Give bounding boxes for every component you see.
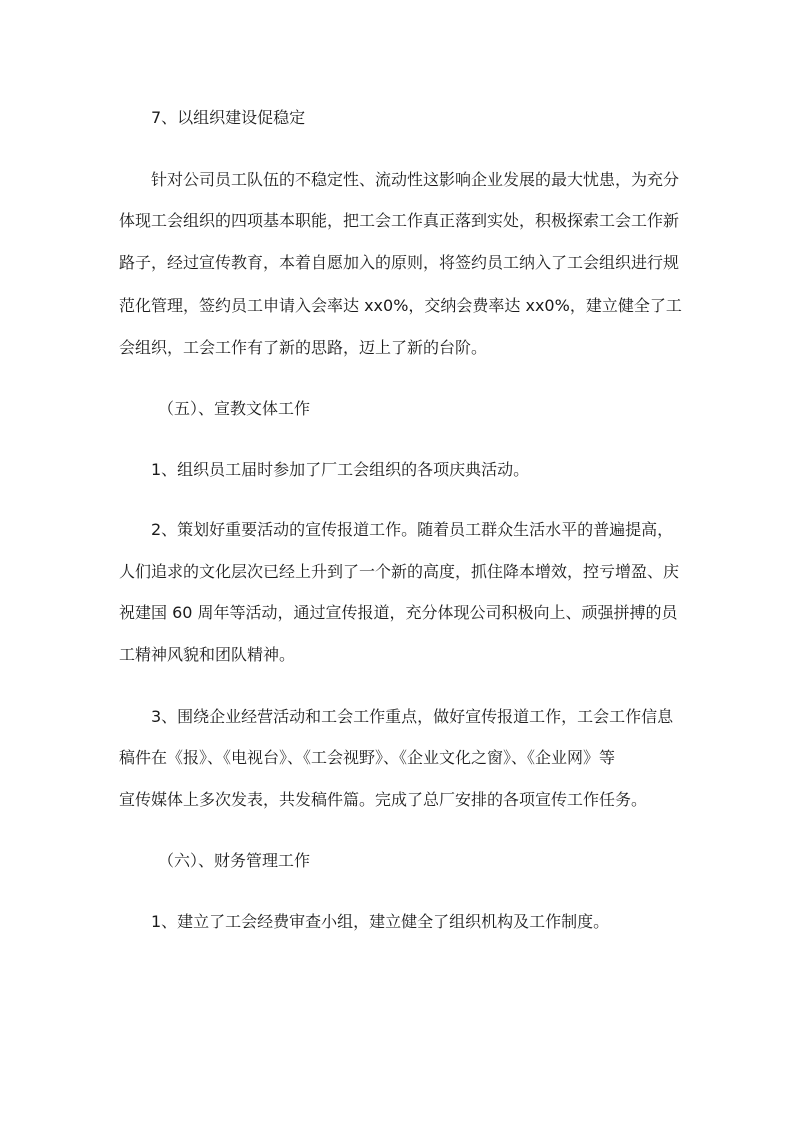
item-5-2-line-3: 祝建国 60 周年等活动，通过宣传报道，充分体现公司积极向上、顽强拼搏的员 bbox=[119, 603, 678, 622]
section-6-heading: （六）、财务管理工作 bbox=[158, 851, 311, 870]
section-5-heading: （五）、宣教文体工作 bbox=[158, 399, 311, 418]
item-5-3-line-2: 稿件在《报》、《电视台》、《工会视野》、《企业文化之窗》、《企业网》等 bbox=[119, 748, 616, 767]
para-7-line-5: 会组织，工会工作有了新的思路，迈上了新的台阶。 bbox=[119, 338, 488, 357]
item-5-3-line-1: 3、围绕企业经营活动和工会工作重点，做好宣传报道工作，工会工作信息 bbox=[151, 707, 674, 726]
para-7-line-4: 范化管理，签约员工申请入会率达 xx0%，交纳会费率达 xx0%，建立健全了工 bbox=[119, 296, 682, 315]
item-5-3-line-3: 宣传媒体上多次发表，共发稿件篇。完成了总厂安排的各项宣传工作任务。 bbox=[119, 790, 648, 809]
item-5-2-line-2: 人们追求的文化层次已经上升到了一个新的高度，抓住降本增效，控亏增盈、庆 bbox=[119, 562, 680, 581]
heading-7: 7、以组织建设促稳定 bbox=[151, 108, 306, 127]
para-7-line-2: 体现工会组织的四项基本职能，把工会工作真正落到实处，积极探索工会工作新 bbox=[119, 211, 680, 230]
item-6-1: 1、建立了工会经费审查小组，建立健全了组织机构及工作制度。 bbox=[151, 912, 610, 931]
para-7-line-1: 针对公司员工队伍的不稳定性、流动性这影响企业发展的最大忧患，为充分 bbox=[151, 170, 680, 189]
para-7-line-3: 路子，经过宣传教育，本着自愿加入的原则，将签约员工纳入了工会组织进行规 bbox=[119, 253, 680, 272]
item-5-2-line-4: 工精神风貌和团队精神。 bbox=[119, 645, 296, 664]
item-5-1: 1、组织员工届时参加了厂工会组织的各项庆典活动。 bbox=[151, 460, 530, 479]
item-5-2-line-1: 2、策划好重要活动的宣传报道工作。随着员工群众生活水平的普遍提高， bbox=[151, 520, 674, 539]
